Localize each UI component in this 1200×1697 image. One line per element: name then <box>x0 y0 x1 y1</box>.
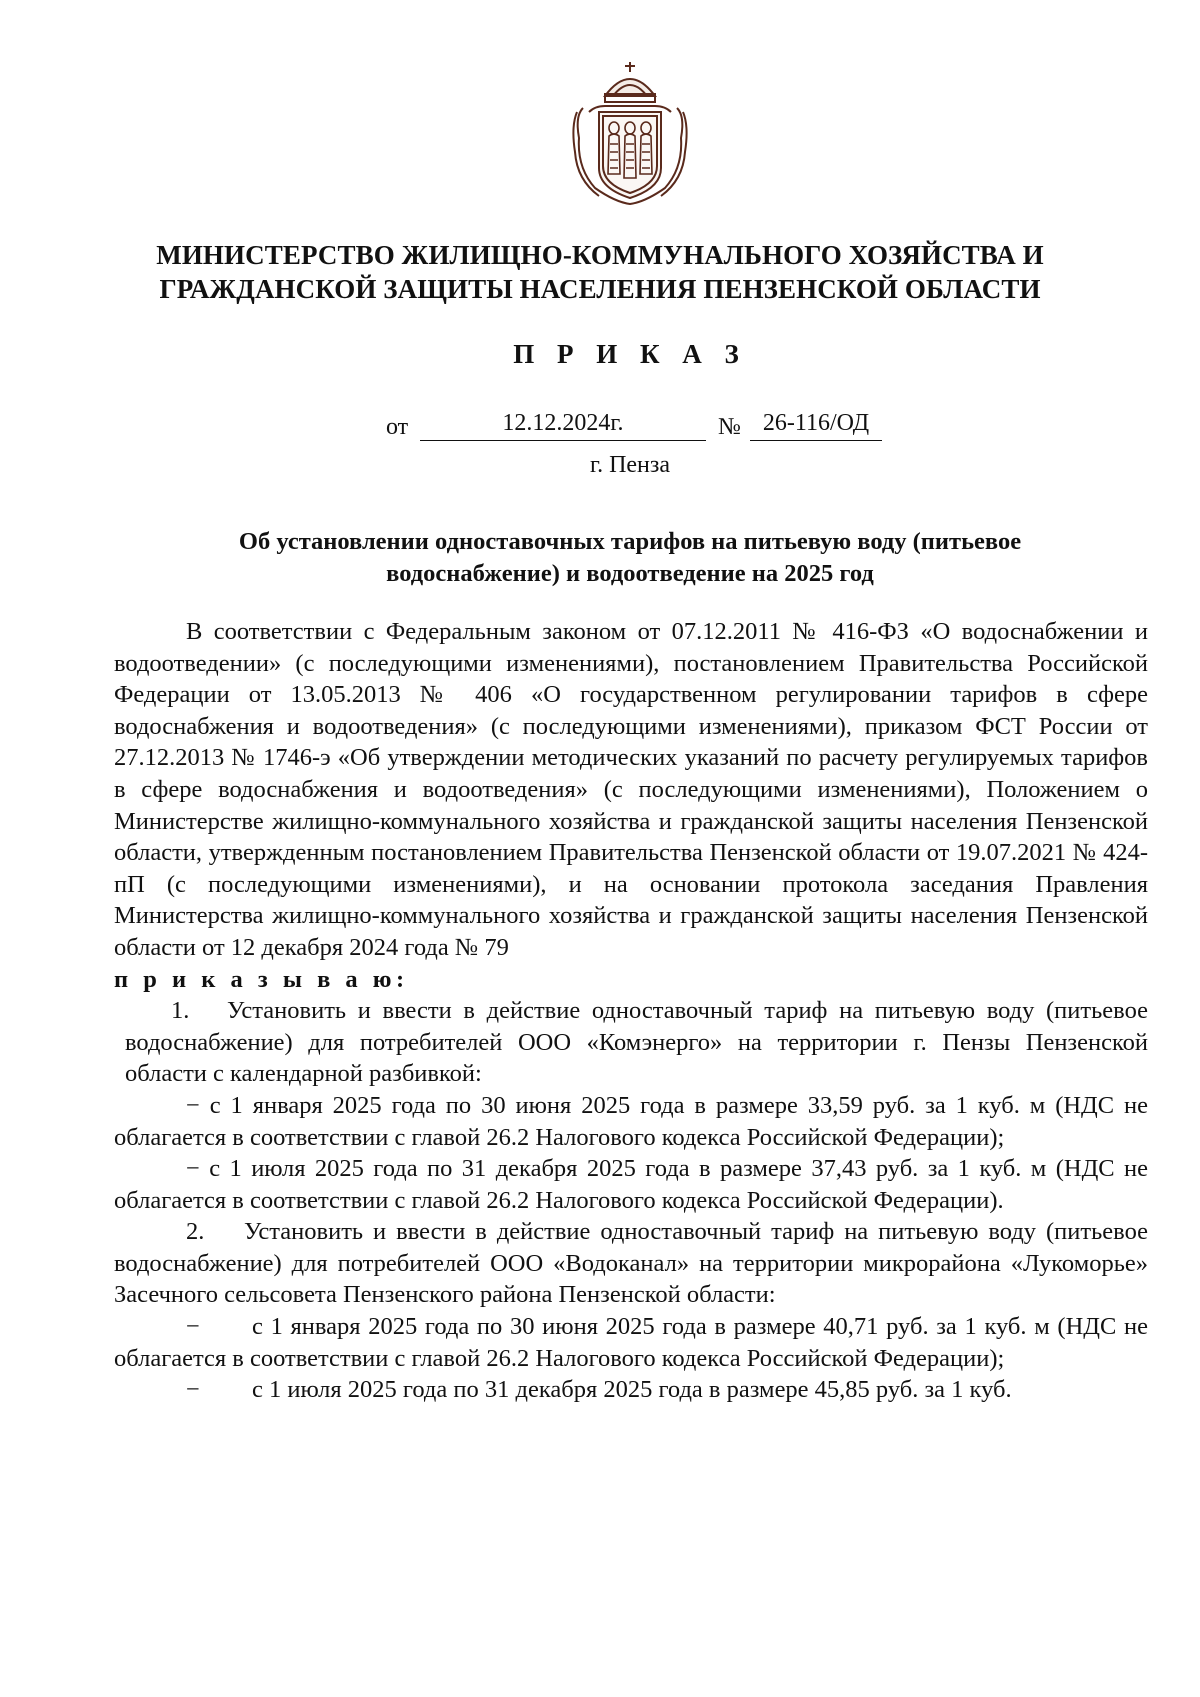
item-2-text: Установить и ввести в действие одноставочный тариф на питьевую воду (питьевое водоснабжение) для потребителей ООО «Водоканал» на территории микрорайона «Лукоморье» Засечного сельсовета Пензенского района Пензенской области: <box>114 1218 1148 1309</box>
date-number-line <box>0 410 1200 450</box>
penza-region-coat-of-arms-icon <box>565 56 695 208</box>
item-2-period-2 <box>114 1374 1148 1406</box>
preamble-text: В соответствии с Федеральным законом от 07.12.2011 № 416-ФЗ «О водоснабжении и водоотведении» (с последующими изменениями), постановлением Правительства Российской Федерации от 13.05.2013 № 406 «О государственном регулировании тарифов в сфере водоснабжения и водоотведения» (с последующими изменениями), приказом ФСТ России от 27.12.2013 № 1746-э «Об утверждении методических указаний по расчету регулируемых тарифов в сфере водоснабжения и водоотведения» (с последующими изменениями), Положением о Министерстве жилищно-коммунального хозяйства и гражданской защиты населения Пензенской области, утвержденным постановлением Правительства Пензенской области от 19.07.2021 № 424-пП (с последующими изменениями), и на основании протокола заседания Правления Министерства жилищно-коммунального хозяйства и гражданской защиты населения Пензенской области от 12 декабря 2024 года № 79 <box>114 618 1148 961</box>
dash-mark: − <box>186 1376 200 1404</box>
document-subject <box>150 526 1110 590</box>
document-body <box>114 616 1148 1406</box>
ministry-line-2: ГРАЖДАНСКОЙ ЗАЩИТЫ НАСЕЛЕНИЯ ПЕНЗЕНСКОЙ ОБЛАСТИ <box>159 274 1041 304</box>
preamble-paragraph <box>114 616 1148 964</box>
item-2-number: 2. <box>186 1218 205 1246</box>
period-text: с 1 июля 2025 года по 31 декабря 2025 года в размере 37,43 руб. за 1 куб. м (НДС не облагается в соответствии с главой 26.2 Налогового кодекса Российской Федерации). <box>114 1155 1149 1214</box>
item-1-number: 1. <box>171 997 190 1025</box>
item-1-period-2 <box>114 1153 1148 1216</box>
number-sign: № <box>718 414 741 440</box>
dash-mark: − <box>186 1091 200 1119</box>
dash-mark: − <box>186 1313 200 1341</box>
period-text: с 1 июля 2025 года по 31 декабря 2025 года в размере 45,85 руб. за 1 куб. <box>252 1376 1012 1404</box>
period-text: с 1 января 2025 года по 30 июня 2025 года в размере 40,71 руб. за 1 куб. м (НДС не облагается в соответствии с главой 26.2 Налогового кодекса Российской Федерации); <box>114 1313 1148 1372</box>
decree-word: п р и к а з ы в а ю: <box>114 965 409 993</box>
item-2 <box>114 1216 1148 1311</box>
dash-mark: − <box>186 1155 200 1183</box>
item-1 <box>114 995 1148 1090</box>
document-type-title: П Р И К А З <box>513 339 747 369</box>
ministry-name <box>110 238 1090 306</box>
subject-line-1: Об установлении одноставочных тарифов на питьевую воду (питьевое <box>238 528 1022 555</box>
subject-line-2: водоснабжение) и водоотведение на 2025 год <box>386 560 874 587</box>
order-date: 12.12.2024г. <box>420 410 706 441</box>
ministry-line-1: МИНИСТЕРСТВО ЖИЛИЩНО-КОММУНАЛЬНОГО ХОЗЯЙСТВА И <box>156 240 1044 270</box>
city: г. Пенза <box>589 452 671 478</box>
item-1-period-1 <box>114 1090 1148 1153</box>
item-2-period-1 <box>114 1311 1148 1374</box>
period-text: с 1 января 2025 года по 30 июня 2025 года в размере 33,59 руб. за 1 куб. м (НДС не облагается в соответствии с главой 26.2 Налогового кодекса Российской Федерации); <box>114 1091 1149 1151</box>
order-number: 26-116/ОД <box>750 410 882 441</box>
date-prefix: от <box>386 414 409 440</box>
item-1-text: Установить и ввести в действие одноставочный тариф на питьевую воду (питьевое водоснабжение) для потребителей ООО «Комэнерго» на территории г. Пензы Пензенской области с календарной разбивкой: <box>125 997 1148 1088</box>
